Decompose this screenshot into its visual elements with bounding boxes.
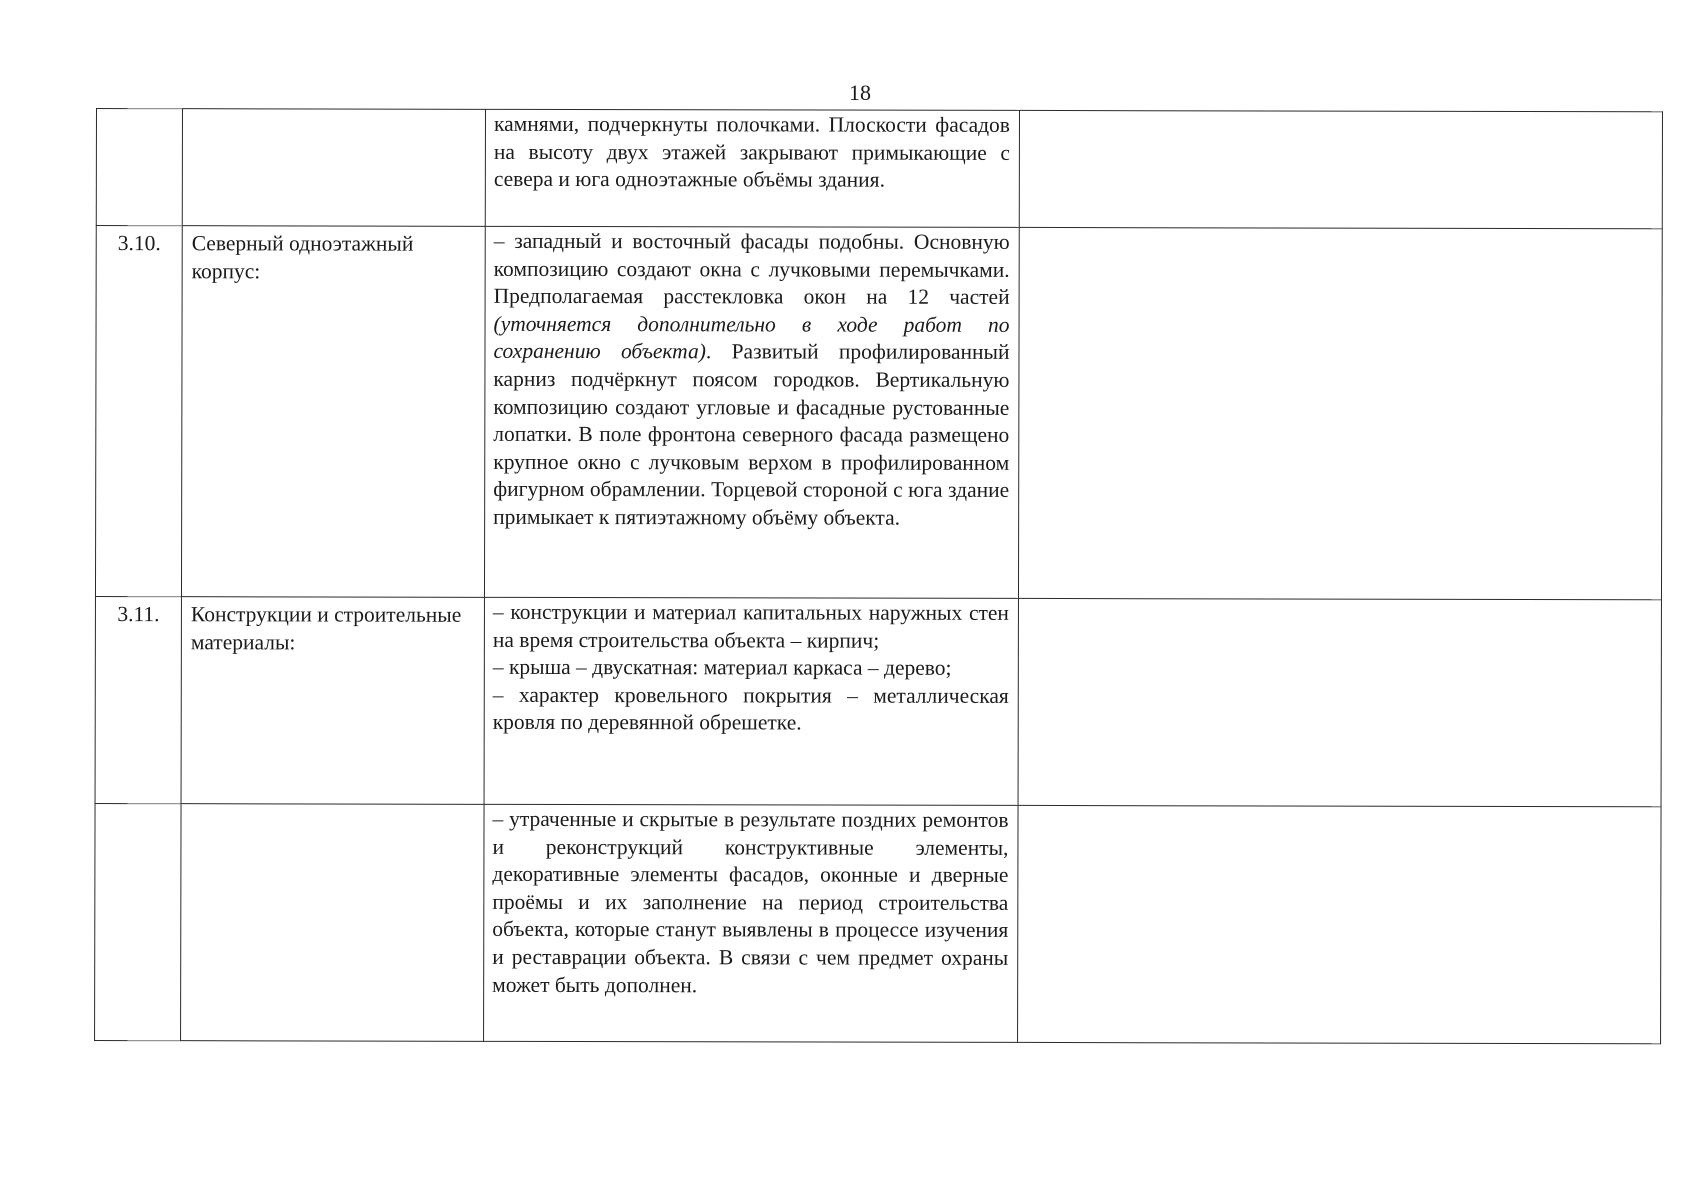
description-text-part: – западный и восточный фасады подобны. Основную композицию создают окна с лучковыми перемычками. Предполагаемая расстекловка окон на 12 частей	[493, 228, 1010, 310]
description-italic-note: (уточняется дополнительно в ходе работ по сохранению объекта)	[493, 311, 1010, 364]
row-extra-cell	[1018, 227, 1662, 599]
row-number-cell: 3.11.	[95, 597, 181, 804]
protection-subject-table	[94, 108, 1663, 1044]
row-description-cell	[484, 804, 1018, 1042]
table-row	[96, 109, 1662, 229]
row-extra-cell	[1019, 110, 1662, 228]
row-extra-cell	[1018, 598, 1661, 806]
row-description-cell	[484, 226, 1019, 598]
row-number-cell	[95, 803, 181, 1040]
row-name-cell	[182, 109, 485, 227]
table-row	[95, 226, 1662, 600]
row-name-cell	[181, 804, 484, 1042]
row-name-cell: Северный одноэтажный корпус:	[181, 226, 485, 598]
description-text: – утраченные и скрытые в результате поздних ремонтов и реконструкций конструктивные элементы, декоративные элементы фасадов, оконные и дверные проёмы и их заполнение на период строительства объекта, которые станут выявлены в процессе изучения и реставрации объекта. В связи с чем предмет охраны может быть дополнен.	[492, 806, 1009, 997]
description-text-part: . Развитый профилированный карниз подчёркнут поясом городков. Вертикальную композицию создают угловые и фасадные рустованные лопатки. В поле фронтона северного фасада размещено крупное окно с лучковым верхом в профилированном фигурном обрамлении. Торцевой стороной с юга здание примыкает к пятиэтажному объёму объекта.	[493, 339, 1010, 530]
row-description-cell	[484, 597, 1018, 805]
page-number: 18	[849, 80, 871, 105]
row-name-cell: Конструкции и строительные материалы:	[181, 597, 484, 805]
description-text: камнями, подчеркнуты полочками. Плоскости фасадов на высоту двух этажей закрывают примыкающие с севера и юга одноэтажные объёмы здания.	[493, 111, 1010, 192]
list-item: – крыша – двускатная: материал каркаса – дерево;	[492, 655, 952, 680]
row-extra-cell	[1018, 805, 1661, 1043]
row-description-cell	[485, 109, 1019, 227]
list-item: – характер кровельного покрытия – металлическая кровля по деревянной обрешетке.	[492, 682, 1009, 735]
description-text	[493, 228, 1010, 533]
row-number-cell	[96, 109, 182, 226]
table-row	[95, 597, 1661, 807]
row-number-cell: 3.10.	[95, 226, 182, 597]
table-row	[95, 803, 1661, 1043]
list-item: – конструкции и материал капитальных наружных стен на время строительства объекта – кирпич;	[492, 599, 1009, 653]
